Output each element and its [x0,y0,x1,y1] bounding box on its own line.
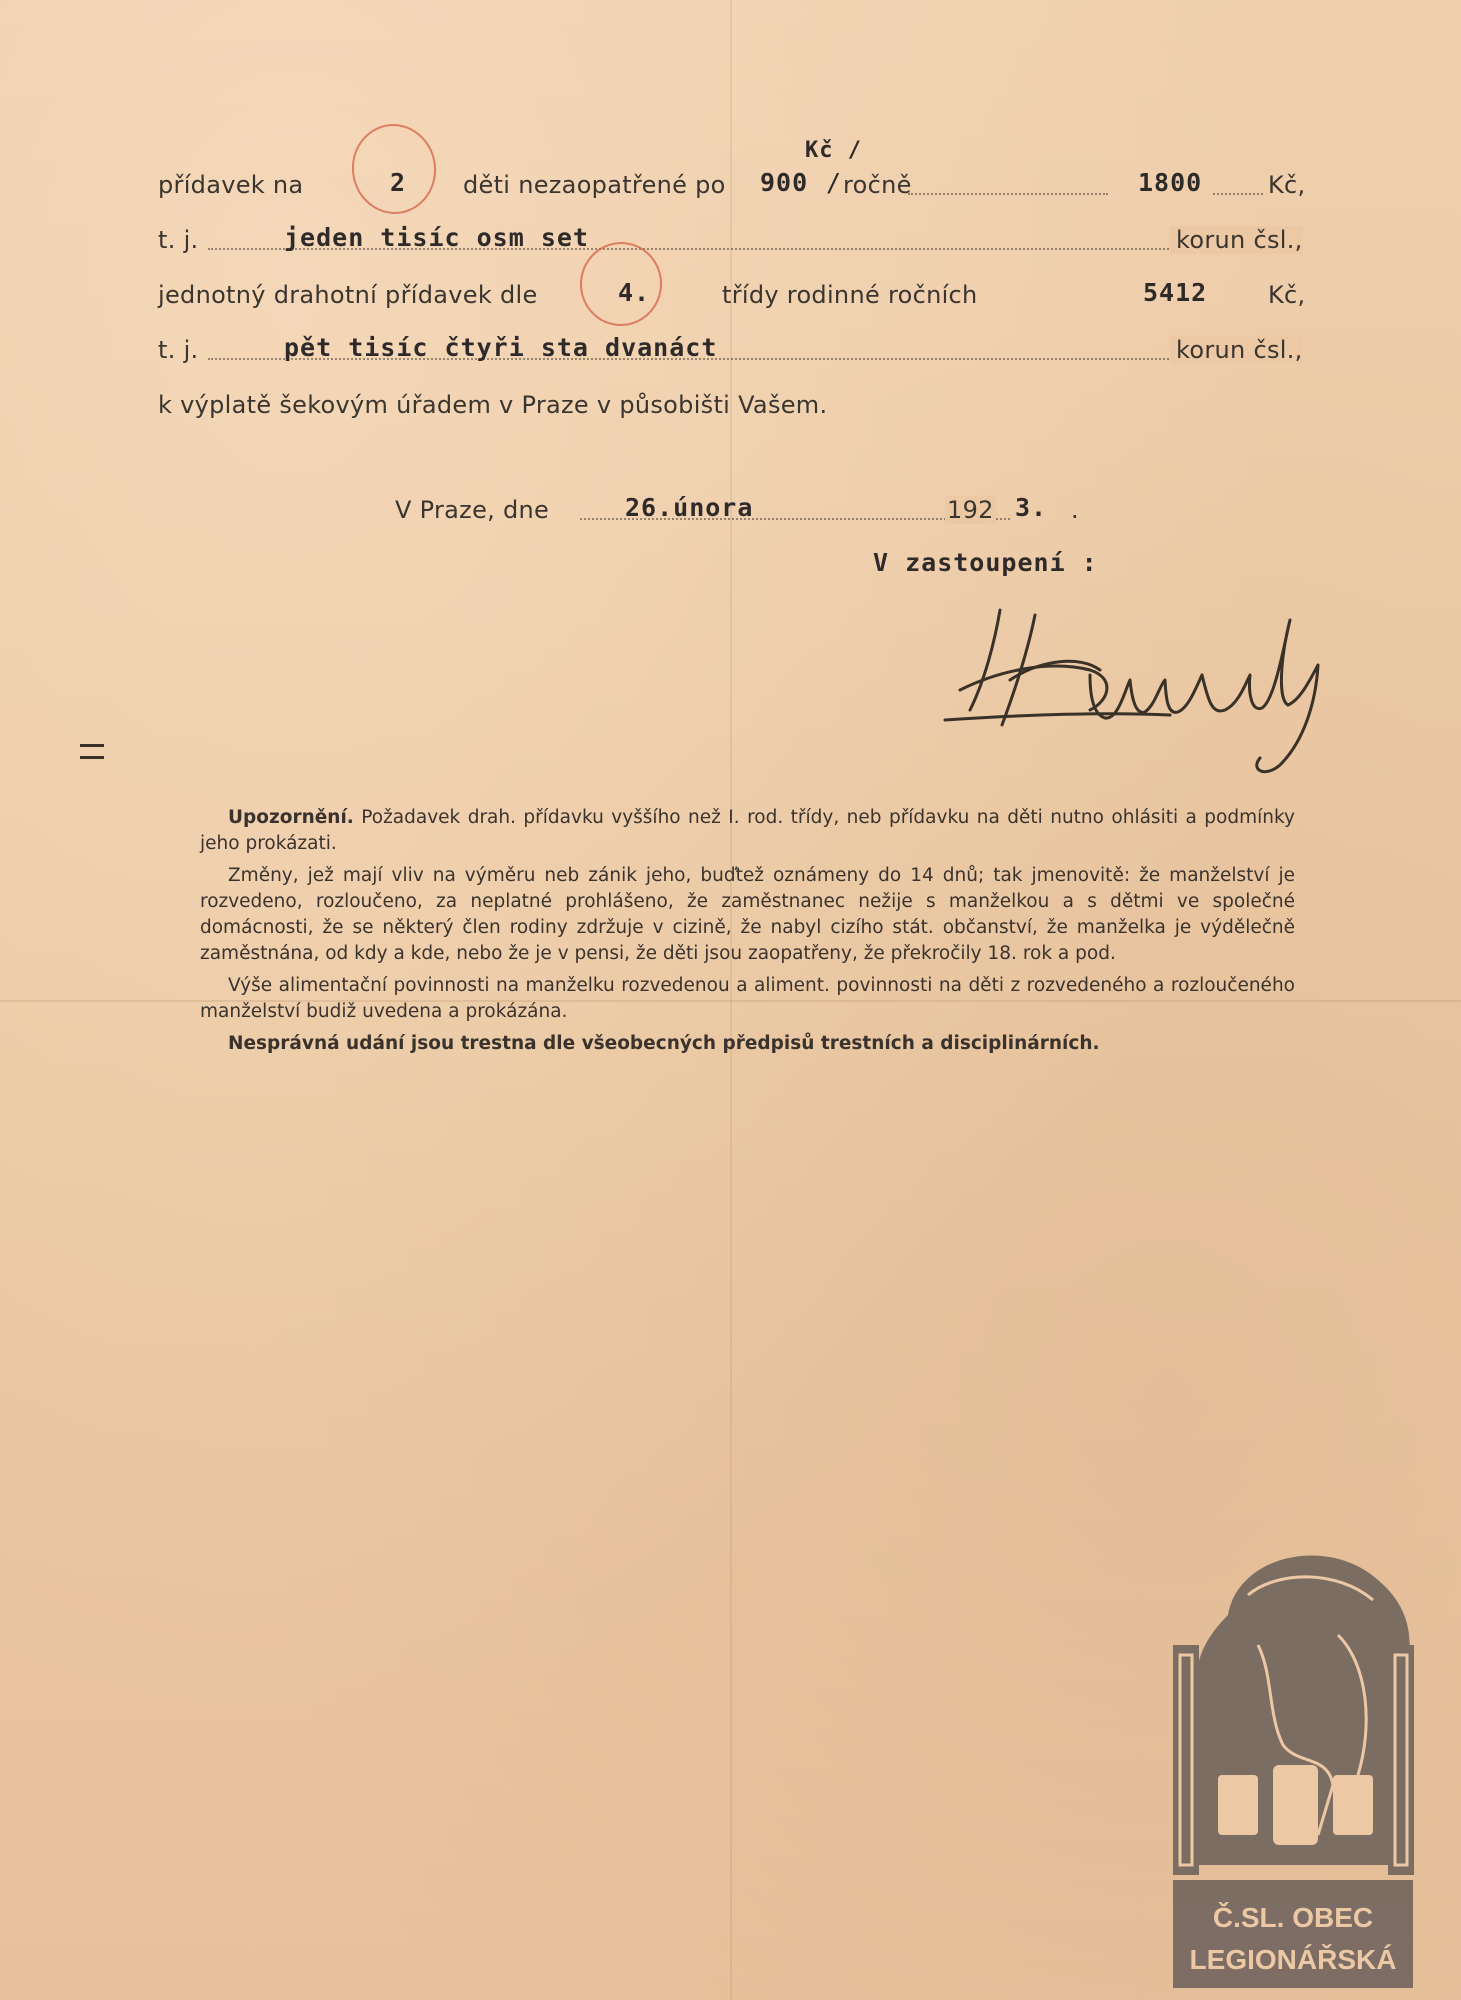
date-end-dot: . [1071,496,1079,524]
family-class-number: 4. [618,278,651,307]
currency-unit-words: korun čsl., [1170,226,1303,254]
notice-text-1: Požadavek drah. přídavku vyššího než I. rod. třídy, neb přídavku na děti nutno ohlásiti a podmínky jeho prokázati. [200,807,1295,854]
year-suffix: 3. [1015,493,1048,522]
notice-paragraph-4 [200,1031,1295,1057]
form-row-cost-allowance [158,265,1308,317]
amount-in-words: pět tisíc čtyři sta dvanáct [284,333,718,362]
label-family-class: třídy rodinné ročních [722,281,978,309]
children-count: 2 [390,168,407,197]
notice-paragraph-1 [200,805,1295,857]
currency-unit-words: korun čsl., [1170,336,1303,364]
date-line [395,480,1095,532]
label-that-is: t. j. [158,226,199,254]
currency-unit: Kč, [1268,171,1306,199]
dotted-leader [908,193,1108,195]
edge-mark [80,756,104,759]
notice-warning: Nesprávná udání jsou trestna dle všeobecných předpisů trestních a disciplinárních. [228,1033,1100,1054]
dotted-leader [1213,193,1263,195]
logo-text-line1: Č.SL. OBEC [1212,1902,1374,1933]
form-row-children-allowance [158,138,1308,207]
label-yearly: ročně [843,171,912,199]
label-allowance-for: přídavek na [158,171,304,199]
payment-note: k výplatě šekovým úřadem v Praze v působišti Vašem. [158,391,828,419]
currency-unit: Kč, [1268,281,1306,309]
legionnaire-helmet-emblem [1158,1535,1428,1990]
label-that-is: t. j. [158,336,199,364]
representation-line [873,535,1173,587]
allowance-amount: 1800 [1138,168,1203,197]
notice-paragraph-2: Změny, jež mají vliv na výměru neb zánik jeho, buďtež oznámeny do 14 dnů; tak jmenovitě: že manželství je rozvedeno, rozloučeno, za neplatné prohlášeno, že zaměstnanec nežije s manželkou a s dětmi ve společné domácnosti, že se některý člen rodiny zdržuje v cizině, že nabyl cizího stát. občanství, že manželka je výdělečně zaměstnána, od kdy a kde, nebo že je v pensi, že děti jsou zaopatřeny, že překročily 18. rok a pod. [200,865,1295,964]
date-place-label: V Praze, dne [395,496,550,524]
year-prefix: 192 [947,496,994,524]
label-uniform-cost-allowance: jednotný drahotní přídavek dle [158,281,538,309]
form-row-payment-note [158,375,1308,427]
cost-allowance-amount: 5412 [1143,278,1208,307]
form-row-in-words-1 [158,210,1308,262]
legion-logo [1158,1535,1428,1990]
edge-mark [80,744,104,747]
notice-paragraph-3: Výše alimentační povinnosti na manželku rozvedenou a aliment. povinnosti na děti z rozvedeného a rozloučeného manželství budiž uvedena a prokázána. [200,975,1295,1022]
representation-label: V zastoupení : [873,548,1098,577]
amount-in-words: jeden tisíc osm set [284,223,589,252]
notice-heading: Upozornění. [228,807,354,828]
form-row-in-words-2 [158,320,1308,372]
currency-above: Kč / [805,138,862,163]
rate-amount: 900 [760,168,809,197]
handwritten-signature [940,600,1360,780]
date-day-month: 26.února [625,493,754,522]
notice-block [200,805,1295,1063]
label-dependent-children: děti nezaopatřené po [463,171,726,199]
rate-slash: / [826,168,843,197]
logo-text-line2: LEGIONÁŘSKÁ [1189,1944,1397,1975]
